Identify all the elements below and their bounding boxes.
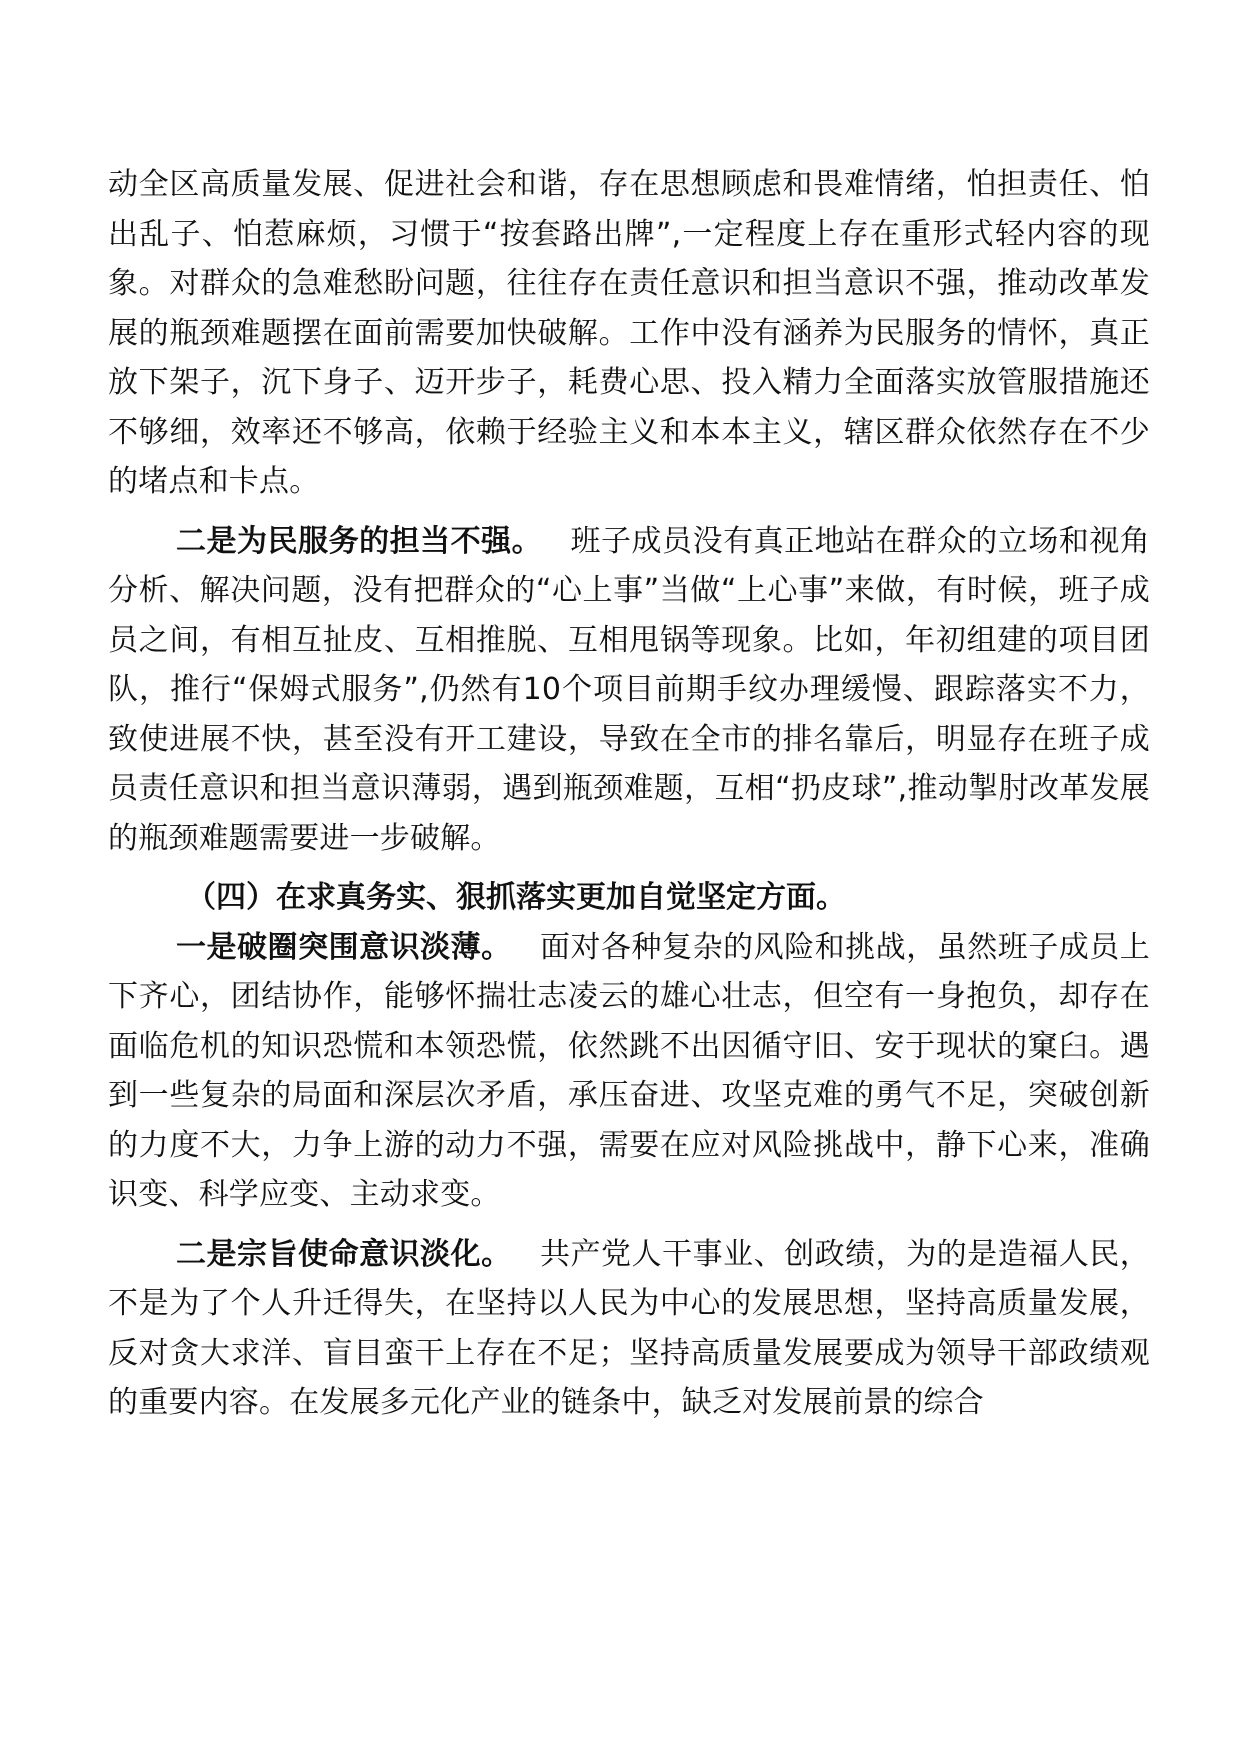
paragraph-text: 班子成员没有真正地站在群众的立场和视角分析、解决问题，没有把群众的“心上事”当做“上心事”来做，有时候，班子成员之间，有相互扯皮、互相推脱、互相甩锅等现象。比如，年初组建的项目团队，推行“保姆式服务”,仍然有10个项目前期手纹办理缓慢、跟踪落实不力，致使进展不快，甚至没有开工建设，导致在全市的排名靠后，明显存在班子成员责任意识和担当意识薄弱，遇到瓶颈难题，互相“扔皮球”,推动掣肘改革发展的瓶颈难题需要进一步破解。 [108, 523, 1150, 856]
paragraph-lead: 二是为民服务的担当不强。 [176, 523, 543, 559]
paragraph-lead: 一是破圈突围意识淡薄。 [176, 929, 512, 965]
paragraph-text: 面对各种复杂的风险和挑战，虽然班子成员上下齐心，团结协作，能够怀揣壮志凌云的雄心壮志，但空有一身抱负，却存在面临危机的知识恐慌和本领恐慌，依然跳不出因循守旧、安于现状的窠臼。遇到一些复杂的局面和深层次矛盾，承压奋进、攻坚克难的勇气不足，突破创新的力度不大，力争上游的动力不强，需要在应对风险挑战中，静下心来，准确识变、科学应变、主动求变。 [108, 929, 1151, 1212]
section-heading: （四）在求真务实、狠抓落实更加自觉坚定方面。 [186, 880, 846, 915]
paragraph-service-responsibility [108, 517, 1150, 864]
document-page [108, 160, 1150, 1438]
paragraph-breakthrough-awareness [108, 923, 1150, 1220]
paragraph-mission-awareness [108, 1230, 1150, 1428]
paragraph-text: 动全区高质量发展、促进社会和谐，存在思想顾虑和畏难情绪，怕担责任、怕出乱子、怕惹麻烦，习惯于“按套路出牌”,一定程度上存在重形式轻内容的现象。对群众的急难愁盼问题，往往存在责任意识和担当意识不强，推动改革发展的瓶颈难题摆在面前需要加快破解。工作中没有涵养为民服务的情怀，真正放下架子，沉下身子、迈开步子，耗费心思、投入精力全面落实放管服措施还不够细，效率还不够高，依赖于经验主义和本本主义，辖区群众依然存在不少的堵点和卡点。 [108, 167, 1150, 499]
paragraph-lead: 二是宗旨使命意识淡化。 [176, 1236, 512, 1272]
paragraph-text: 共产党人干事业、创政绩，为的是造福人民，不是为了个人升迁得失，在坚持以人民为中心的发展思想，坚持高质量发展，反对贪大求洋、盲目蛮干上存在不足；坚持高质量发展要成为领导干部政绩观的重要内容。在发展多元化产业的链条中，缺乏对发展前景的综合 [108, 1236, 1151, 1420]
paragraph-continuation [108, 160, 1150, 507]
